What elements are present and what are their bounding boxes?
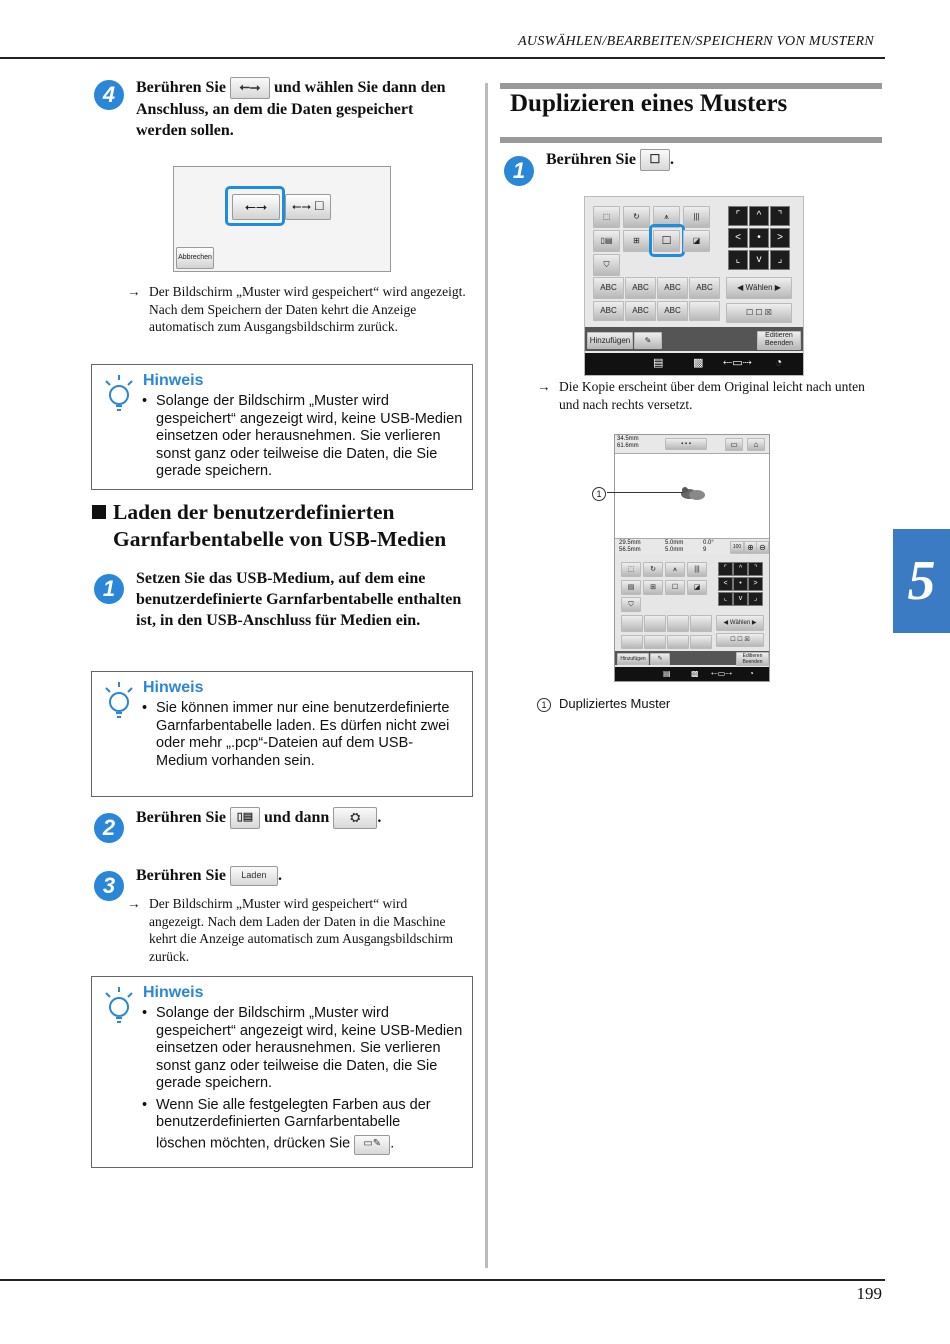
font-style-button[interactable]: [667, 615, 689, 632]
rotate-icon[interactable]: ↻: [623, 206, 650, 228]
duplicate-icon[interactable]: ☐: [665, 580, 685, 595]
note-box: [91, 976, 473, 1168]
mirror-icon[interactable]: ⩚: [653, 206, 680, 228]
step-text-part: .: [277, 867, 282, 884]
step-text-part: .: [377, 809, 382, 826]
callout-marker: [592, 485, 614, 501]
rotate-icon[interactable]: ↻: [643, 562, 663, 577]
mirror-icon[interactable]: ⩚: [665, 562, 685, 577]
arrow-icon: →: [127, 284, 141, 299]
zoom-in-icon[interactable]: ⊕: [744, 541, 757, 554]
color-icon[interactable]: ◪: [683, 230, 710, 252]
arrow-right-icon[interactable]: >: [748, 577, 763, 591]
status-bar: [585, 353, 803, 375]
result-step-4: [127, 283, 471, 336]
density-icon[interactable]: |||: [683, 206, 710, 228]
arrow-down-icon[interactable]: v: [749, 250, 769, 270]
duplicate-button-inline: ☐: [640, 149, 670, 171]
editieren-beenden-button[interactable]: Editieren Beenden: [736, 652, 769, 666]
section-heading: [92, 499, 482, 553]
select-control[interactable]: ◀ Wählen ▶: [726, 277, 792, 299]
size-width: 29.5mm: [619, 540, 641, 546]
step-number: 2: [94, 813, 124, 843]
font-style-button[interactable]: ABC: [593, 277, 624, 299]
duplicate-icon[interactable]: ☐: [653, 230, 680, 252]
zoom-level[interactable]: 100: [730, 541, 744, 554]
preview-top-bar: [615, 435, 769, 454]
center-icon[interactable]: •: [749, 228, 769, 248]
font-size-button[interactable]: [667, 635, 689, 649]
angle-readout: [703, 540, 714, 554]
select-control[interactable]: ◀ Wählen ▶: [716, 615, 764, 631]
zoom-out-icon[interactable]: ⊖: [756, 541, 769, 554]
hoop-icon: ⇠▭⇢: [711, 669, 732, 678]
note-item-text: .: [390, 1134, 395, 1151]
footer-rule: [0, 1279, 885, 1281]
offset-x: 5.0mm: [665, 540, 684, 546]
step-1-text: Setzen Sie das USB-Medium, auf dem eine benutzerdefinierte Garnfarbentabelle enthalten ist, in den USB-Anschluss für Medien ein.: [136, 570, 462, 629]
header-title: AUSWÄHLEN/BEARBEITEN/SPEICHERN VON MUSTERN: [518, 34, 874, 49]
eraser-icon[interactable]: ✎: [634, 332, 662, 349]
page-number: 199: [856, 1284, 882, 1303]
thread-table-icon[interactable]: ▯▤: [593, 230, 620, 252]
section-heading-line: Garnfarbentabelle von USB-Medien: [113, 527, 447, 551]
font-style-button[interactable]: [690, 615, 712, 632]
status-bar: [615, 667, 769, 681]
size-width: 34.5mm: [617, 436, 639, 442]
callout-end: [683, 492, 684, 493]
edit-screen: [584, 196, 804, 376]
note-item: [142, 1097, 464, 1155]
step-2-text: [136, 807, 476, 829]
highlight-frame: [225, 186, 285, 226]
header-rule: [0, 57, 885, 59]
font-size-button[interactable]: [690, 635, 712, 649]
arrow-right-icon[interactable]: >: [770, 228, 790, 248]
size-height: 56.5mm: [619, 547, 641, 553]
editieren-beenden-button[interactable]: Editieren Beenden: [757, 331, 801, 350]
section-title: Duplizieren eines Musters: [510, 90, 788, 117]
cancel-button[interactable]: Abbrechen: [176, 247, 214, 269]
font-size-button[interactable]: [621, 635, 643, 649]
result-text: Der Bildschirm „Muster wird gespeichert“ wird angezeigt. Nach dem Laden der Daten in die Maschine kehrt die Anzeige automatisch zum Ausgangsbildschirm zurück.: [149, 896, 454, 964]
usb-load-icon: ⛭: [333, 807, 377, 829]
note-title: Hinweis: [143, 984, 204, 1001]
step-text-part: Berühren Sie: [136, 79, 226, 96]
font-size-button[interactable]: [644, 635, 666, 649]
page-icon: ▤: [663, 669, 671, 678]
border-icon[interactable]: ⊞: [643, 580, 663, 595]
square-bullet-icon: [92, 505, 106, 519]
select-label: Wählen: [729, 620, 751, 626]
arrow-down-icon[interactable]: v: [733, 592, 748, 606]
legend-number: 1: [537, 698, 551, 712]
hoop-icon[interactable]: ▭: [725, 438, 743, 451]
usb-port-1-button[interactable]: ⭠⭢: [232, 194, 280, 220]
note-box: [91, 364, 473, 490]
legend-text: Dupliziertes Muster: [559, 696, 671, 711]
offset-readout: [665, 540, 683, 554]
result-text: Der Bildschirm „Muster wird gespeichert“ wird angezeigt. Nach dem Speichern der Daten kehrt die Anzeige automatisch zum Ausgangsbildschirm zurück.: [149, 284, 466, 334]
step-text-part: und wählen Sie dann den Anschluss, an dem die Daten gespeichert werden sollen.: [136, 79, 446, 140]
column-separator: [485, 83, 488, 1268]
arrow-up-icon[interactable]: ^: [749, 206, 769, 226]
arrow-downright-icon[interactable]: ⌟: [748, 592, 763, 606]
note-list: [142, 393, 464, 485]
step-text-part: Berühren Sie: [546, 151, 636, 168]
preview-screen: [614, 434, 770, 682]
size-height: 61.6mm: [617, 443, 639, 449]
font-style-button[interactable]: ABC: [657, 277, 688, 299]
lightbulb-icon: [102, 680, 136, 720]
arrow-up-icon[interactable]: ^: [733, 562, 748, 576]
color-count: 9: [703, 547, 707, 553]
note-item: • Sie können immer nur eine benutzerdefinierte Garnfarbentabelle laden. Es dürfen nicht zwei oder mehr „.pcp“-Dateien auf dem USB-Medium vorhanden sein.: [142, 700, 464, 770]
hoop-icon: ⇠▭⇢: [723, 357, 752, 369]
legend-item: [537, 696, 670, 712]
lightbulb-icon: [102, 373, 136, 413]
font-style-button[interactable]: ABC: [625, 277, 656, 299]
step-text-part: .: [669, 151, 674, 168]
arrow-left-icon[interactable]: <: [728, 228, 748, 248]
arrow-upright-icon[interactable]: ⌝: [770, 206, 790, 226]
note-item-text: löschen möchten, drücken Sie: [156, 1134, 351, 1151]
preview-info-bar: [615, 538, 769, 555]
step-number: 1: [94, 574, 124, 604]
sewing-icon: ▩: [693, 357, 704, 369]
arrow-downleft-icon[interactable]: ⌞: [718, 592, 733, 606]
lightbulb-icon: [102, 985, 136, 1025]
note-title: Hinweis: [143, 679, 204, 696]
usb-select-screen: [173, 166, 391, 272]
font-style-button[interactable]: [621, 615, 643, 632]
highlight-frame: [649, 224, 685, 257]
size-top-readout: [617, 436, 639, 450]
font-size-button[interactable]: ABC: [593, 301, 624, 321]
usb-port-2-button[interactable]: ⭠⭢ ☐: [285, 194, 331, 220]
angle: 0.0°: [703, 540, 714, 546]
color-icon[interactable]: ◪: [687, 580, 707, 595]
eraser-button-icon: ▭✎: [354, 1135, 390, 1155]
font-size-button[interactable]: ABC: [625, 301, 656, 321]
arrow-upright-icon[interactable]: ⌝: [748, 562, 763, 576]
thread-table-icon[interactable]: ▤: [621, 580, 641, 595]
embroidery-pattern: [679, 485, 707, 503]
hoop-selector[interactable]: ▪ ▪ ▪: [665, 438, 707, 450]
size-bottom-readout: [619, 540, 641, 554]
arrow-icon: →: [127, 896, 141, 911]
step-3-text: [136, 865, 476, 886]
sewing-icon: ▩: [691, 669, 699, 678]
border-icon[interactable]: ⊞: [623, 230, 650, 252]
font-size-button[interactable]: [689, 301, 720, 321]
page-icon: ▤: [653, 357, 664, 369]
clock-icon: ◔: [775, 355, 783, 369]
arrow-upleft-icon[interactable]: ⌜: [728, 206, 748, 226]
note-item-text: Wenn Sie alle festgelegten Farben aus der benutzerdefinierten Garnfarbentabelle: [156, 1096, 431, 1130]
arrow-upleft-icon[interactable]: ⌜: [718, 562, 733, 576]
step-text-part: Berühren Sie: [136, 867, 226, 884]
note-title: Hinweis: [143, 372, 204, 389]
result-text: Die Kopie erscheint über dem Original leicht nach unten und nach rechts versetzt.: [559, 379, 865, 412]
step-number: 1: [504, 156, 534, 186]
step-number: 4: [94, 80, 124, 110]
offset-y: 5.0mm: [665, 547, 684, 553]
select-label: Wählen: [745, 283, 773, 292]
arrow-left-icon[interactable]: <: [718, 577, 733, 591]
selection-icons[interactable]: ☐ ☐ ☒: [726, 303, 792, 323]
note-list: [142, 700, 464, 774]
arrow-icon: →: [537, 379, 551, 394]
callout-line: [607, 492, 683, 493]
step-text-part: Berühren Sie: [136, 809, 226, 826]
eraser-icon[interactable]: ✎: [650, 653, 670, 665]
thread-table-icon: ▯▤: [230, 807, 260, 829]
font-size-button[interactable]: ABC: [657, 301, 688, 321]
density-icon[interactable]: |||: [687, 562, 707, 577]
arrow-downleft-icon[interactable]: ⌞: [728, 250, 748, 270]
clock-icon: ◔: [749, 669, 754, 678]
right-step-1-text: [546, 149, 846, 171]
step-number: 3: [94, 871, 124, 901]
section-heading-line: Laden der benutzerdefinierten: [113, 500, 395, 524]
applique-icon[interactable]: ⛉: [593, 254, 620, 276]
preview-control-panel: [615, 555, 769, 681]
applique-icon[interactable]: ⛉: [621, 597, 641, 612]
font-style-button[interactable]: ABC: [689, 277, 720, 299]
note-item: • Solange der Bildschirm „Muster wird gespeichert“ angezeigt wird, keine USB-Medien einsetzen oder herausnehmen. Sie verlieren sonst ganz oder teilweise die Daten, die Sie gerade speichern.: [142, 1005, 464, 1093]
laden-button-inline: Laden: [230, 866, 278, 886]
hinzufuegen-button[interactable]: Hinzufügen: [617, 653, 649, 665]
resize-icon[interactable]: ⬚: [621, 562, 641, 577]
usb-button-inline: ⭠⭢: [230, 77, 270, 99]
note-box: [91, 671, 473, 797]
home-icon[interactable]: ⌂: [747, 438, 765, 451]
font-style-button[interactable]: [644, 615, 666, 632]
resize-icon[interactable]: ⬚: [593, 206, 620, 228]
result-step-3: [127, 895, 459, 965]
chapter-tab: 5: [893, 529, 950, 633]
step-4-text: [136, 77, 466, 141]
note-item: • Solange der Bildschirm „Muster wird gespeichert“ angezeigt wird, keine USB-Medien einsetzen oder herausnehmen. Sie verlieren sonst ganz oder teilweise die Daten, die Sie gerade speichern.: [142, 393, 464, 481]
selection-icons[interactable]: ☐ ☐ ☒: [716, 633, 764, 647]
pattern-graphic: [679, 485, 707, 503]
result-right-step-1: [537, 378, 879, 413]
center-icon[interactable]: •: [733, 577, 748, 591]
callout-number: 1: [592, 487, 606, 501]
note-list: [142, 1005, 464, 1159]
hinzufuegen-button[interactable]: Hinzufügen: [587, 332, 633, 349]
arrow-downright-icon[interactable]: ⌟: [770, 250, 790, 270]
step-text-part: und dann: [263, 809, 330, 826]
